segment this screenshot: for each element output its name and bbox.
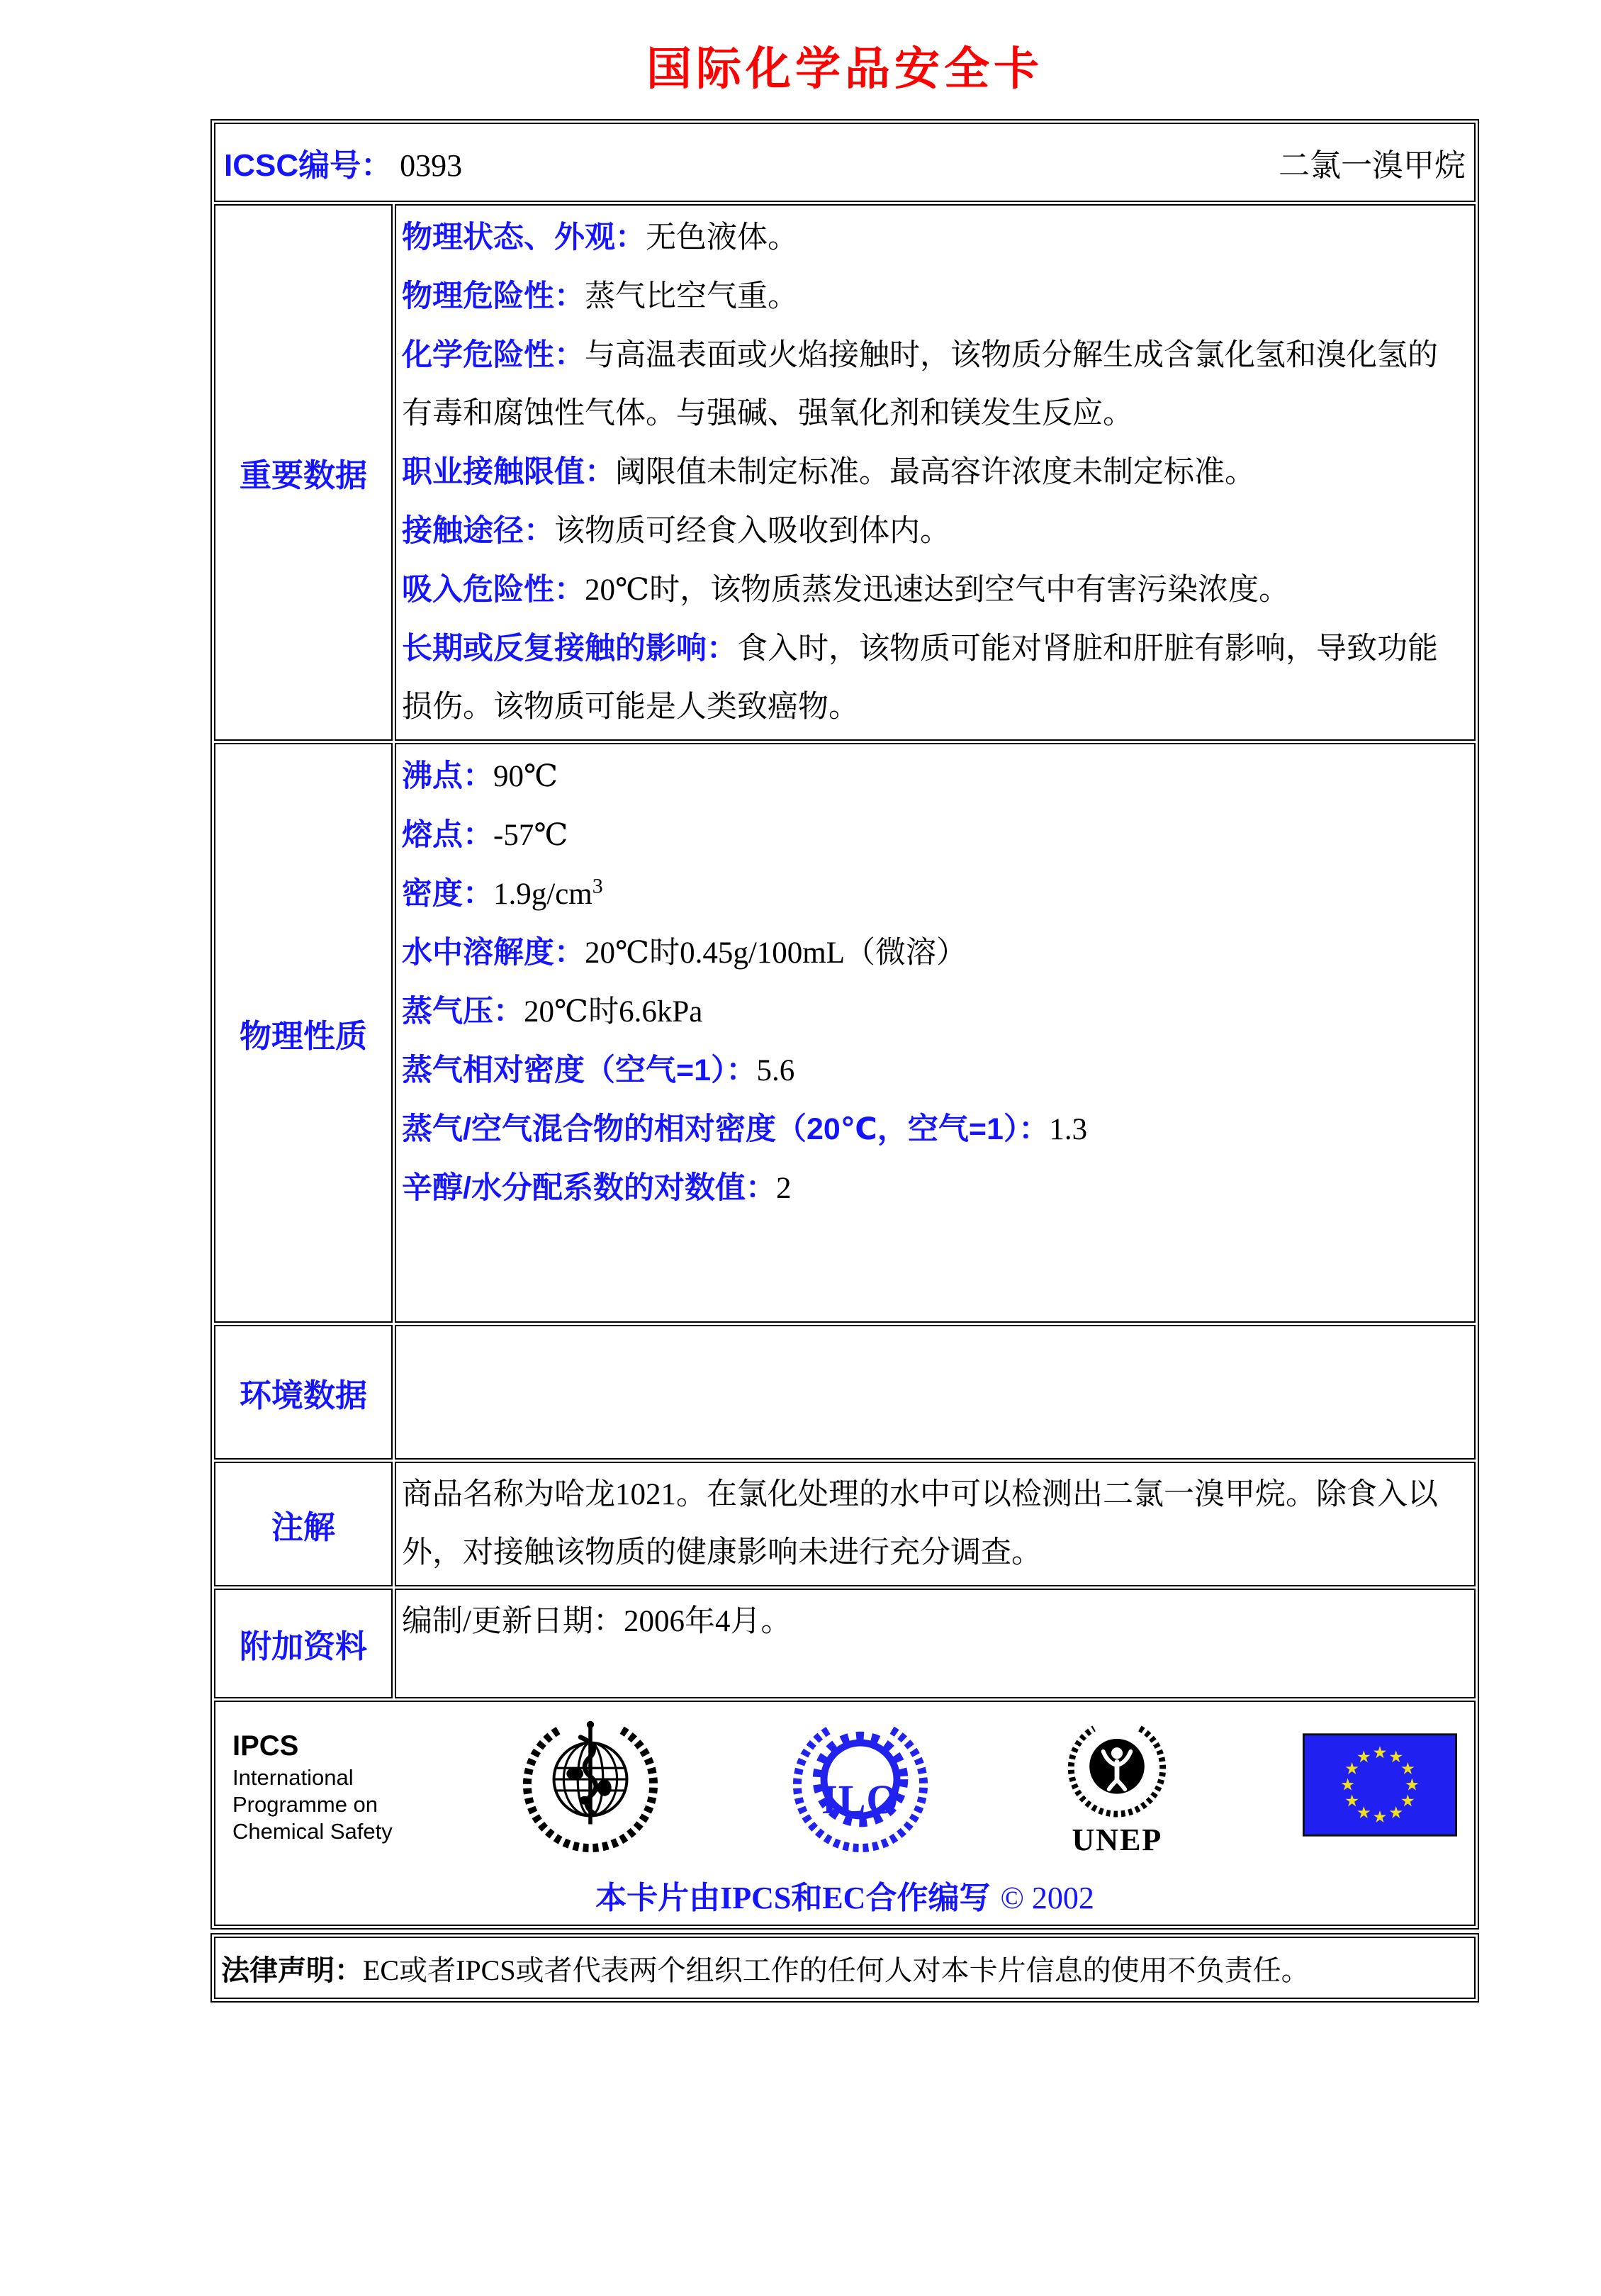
chemical-name: 二氯一溴甲烷 bbox=[1279, 148, 1466, 183]
logos-section bbox=[214, 1701, 1476, 1926]
ipcs-text-block: IPCS International Programme on Chemical Safety bbox=[232, 1727, 393, 1845]
table-row bbox=[214, 1937, 1476, 1999]
eu-flag-icon bbox=[1303, 1732, 1457, 1841]
data-line: 接触途径：该物质可经食入吸收到体内。 bbox=[402, 514, 950, 548]
section-title-important: 重要数据 bbox=[214, 204, 393, 741]
table-row bbox=[214, 743, 1476, 1323]
data-line: 吸入危险性：20℃时，该物质蒸发迅速达到空气中有害污染浓度。 bbox=[402, 573, 1290, 607]
ilo-logo-icon bbox=[789, 1715, 932, 1859]
icsc-number-value: 0393 bbox=[400, 148, 463, 183]
unep-logo-icon bbox=[1060, 1715, 1174, 1858]
table-row bbox=[214, 1462, 1476, 1586]
section-title-notes: 注解 bbox=[214, 1462, 393, 1586]
main-card-table bbox=[210, 119, 1479, 1930]
data-line: 密度：$1.9g/cm^3$ bbox=[402, 874, 603, 911]
environment-data-content bbox=[395, 1325, 1476, 1460]
data-line: 沸点：90℃ bbox=[402, 759, 558, 793]
card-header bbox=[224, 140, 1466, 185]
data-line: 物理状态、外观：无色液体。 bbox=[402, 220, 798, 254]
data-line: 蒸气相对密度（空气=1）：5.6 bbox=[402, 1053, 795, 1087]
additional-info-content: 编制/更新日期：2006年4月。 bbox=[395, 1589, 1476, 1698]
unep-logo-caption: UNEP bbox=[1072, 1822, 1163, 1857]
table-row bbox=[214, 204, 1476, 741]
section-title-additional: 附加资料 bbox=[214, 1589, 393, 1698]
data-line: 物理危险性：蒸气比空气重。 bbox=[402, 279, 798, 313]
legal-notice-label: 法律声明： bbox=[221, 1954, 363, 1986]
important-data-content bbox=[395, 204, 1476, 741]
table-row bbox=[214, 1589, 1476, 1698]
safety-card-page bbox=[210, 33, 1479, 2003]
legal-notice-table bbox=[210, 1933, 1479, 2003]
physical-properties-content bbox=[395, 743, 1476, 1323]
who-logo-icon bbox=[520, 1715, 661, 1859]
data-line: 辛醇/水分配系数的对数值：2 bbox=[402, 1171, 792, 1205]
data-line: 长期或反复接触的影响：食入时，该物质可能对肾脏和肝脏有影响，导致功能损伤。该物质可能是人类致癌物。 bbox=[402, 632, 1438, 724]
section-title-physical: 物理性质 bbox=[214, 743, 393, 1323]
legal-notice-text: EC或者IPCS或者代表两个组织工作的任何人对本卡片信息的使用不负责任。 bbox=[363, 1954, 1310, 1986]
table-row bbox=[214, 123, 1476, 202]
notes-content: 商品名称为哈龙1021。在氯化处理的水中可以检测出二氯一溴甲烷。除食入以外，对接触该物质的健康影响未进行充分调查。 bbox=[395, 1462, 1476, 1586]
data-line: 蒸气/空气混合物的相对密度（20℃，空气=1）：1.3 bbox=[402, 1112, 1088, 1146]
legal-notice bbox=[214, 1937, 1476, 1999]
icsc-number-label: ICSC编号： bbox=[224, 148, 393, 183]
data-line: 蒸气压：20℃时6.6kPa bbox=[402, 995, 703, 1029]
copyright-text: © 2002 bbox=[1000, 1881, 1094, 1915]
data-line: 水中溶解度：20℃时0.45g/100mL（微溶） bbox=[402, 936, 967, 970]
cooperation-statement: 本卡片由IPCS和EC合作编写 © 2002 bbox=[595, 1881, 1094, 1915]
section-title-environment: 环境数据 bbox=[214, 1325, 393, 1460]
ipcs-acronym: IPCS bbox=[232, 1730, 299, 1762]
icsc-number bbox=[224, 140, 462, 185]
page-title: 国际化学品安全卡 bbox=[646, 43, 1043, 96]
ilo-logo-text: ILO bbox=[821, 1776, 899, 1822]
data-line: 熔点：-57℃ bbox=[402, 818, 568, 852]
data-line: 职业接触限值：阈限值未制定标准。最高容许浓度未制定标准。 bbox=[402, 455, 1255, 489]
table-row bbox=[214, 1701, 1476, 1926]
table-row bbox=[214, 1325, 1476, 1460]
data-line: 化学危险性：与高温表面或火焰接触时，该物质分解生成含氯化氢和溴化氢的有毒和腐蚀性气体。与强碱、强氧化剂和镁发生反应。 bbox=[402, 338, 1438, 430]
